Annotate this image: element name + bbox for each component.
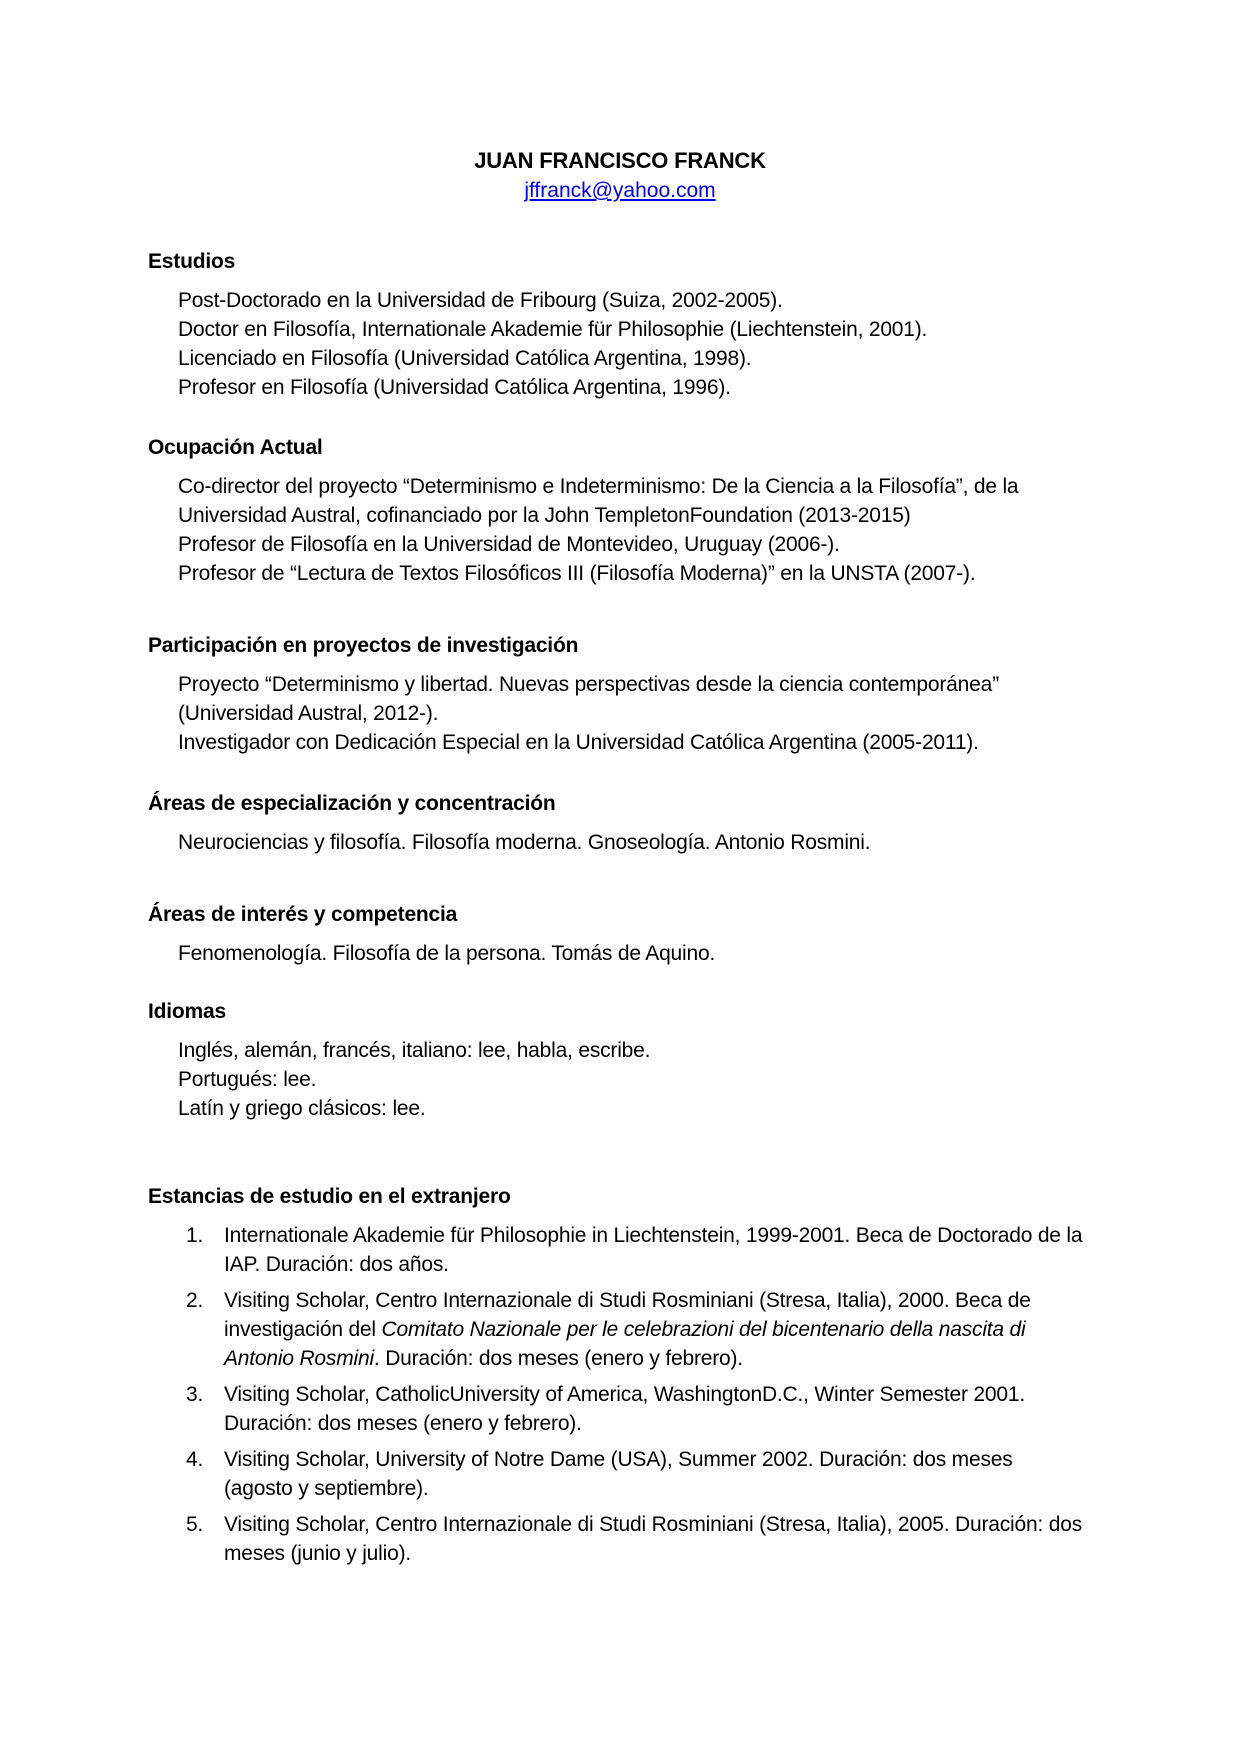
section-title-estudios: Estudios [148,250,236,273]
stays-list [148,1221,1108,1568]
list-item-text: Visiting Scholar, University of Notre Dame (USA), Summer 2002. Duración: dos meses (agosto y septiembre). [224,1448,1013,1500]
list-item-text: Visiting Scholar, Centro Internazionale di Studi Rosminiani (Stresa, Italia), 2005. Duración: dos meses (junio y julio). [224,1513,1083,1565]
text-line: Profesor en Filosofía (Universidad Católica Argentina, 1996). [178,376,731,399]
section-title-ocupacion: Ocupación Actual [148,436,323,459]
list-item-text [224,1289,1031,1370]
text-line: Profesor de “Lectura de Textos Filosóficos III (Filosofía Moderna)” en la UNSTA (2007-). [178,562,976,585]
list-item [148,1510,1084,1568]
list-item-number: 5. [186,1513,204,1536]
section-estudios [148,247,1108,402]
text-line: Portugués: lee. [178,1068,317,1091]
list-item-text-pre: Visiting Scholar, Centro Internazionale di Studi Rosminiani (Stresa, Italia), 2000. Beca de investigación del [224,1289,1031,1341]
text-line: Universidad Austral, cofinanciado por la John TempletonFoundation (2013-2015) [178,504,911,527]
email-link[interactable]: jffranck@yahoo.com [524,179,716,202]
section-body-especializacion [148,828,1108,857]
text-line: Neurociencias y filosofía. Filosofía moderna. Gnoseología. Antonio Rosmini. [178,831,871,854]
section-title-idiomas: Idiomas [148,1000,226,1023]
text-line: Investigador con Dedicación Especial en la Universidad Católica Argentina (2005-2011). [178,731,979,754]
section-interes [148,900,1108,968]
section-body-idiomas [148,1036,1108,1123]
section-title-estancias: Estancias de estudio en el extranjero [148,1185,511,1208]
list-item-number: 2. [186,1289,204,1312]
section-participacion [148,631,1108,757]
list-item [148,1445,1084,1503]
list-item-text: Visiting Scholar, CatholicUniversity of America, WashingtonD.C., Winter Semester 2001. Duración: dos meses (enero y febrero). [224,1383,1025,1435]
section-body-estudios [148,286,1108,402]
text-line: Proyecto “Determinismo y libertad. Nuevas perspectivas desde la ciencia contemporánea” [178,673,999,696]
section-body-interes [148,939,1108,968]
list-item-text: Internationale Akademie für Philosophie in Liechtenstein, 1999-2001. Beca de Doctorado de la IAP. Duración: dos años. [224,1224,1083,1276]
list-item-text-post: . Duración: dos meses (enero y febrero). [373,1347,743,1370]
text-line: Co-director del proyecto “Determinismo e Indeterminismo: De la Ciencia a la Filosofía”, de la [178,475,1019,498]
text-line: Post-Doctorado en la Universidad de Fribourg (Suiza, 2002-2005). [178,289,783,312]
section-title-participacion: Participación en proyectos de investigación [148,634,579,657]
text-line: Profesor de Filosofía en la Universidad de Montevideo, Uruguay (2006-). [178,533,840,556]
text-line: (Universidad Austral, 2012-). [178,702,439,725]
list-item-number: 3. [186,1383,204,1406]
section-especializacion [148,789,1108,857]
section-idiomas [148,997,1108,1123]
cv-header [0,146,1240,206]
list-item [148,1221,1084,1279]
text-line: Fenomenología. Filosofía de la persona. Tomás de Aquino. [178,942,716,965]
section-body-ocupacion [148,472,1108,588]
text-line: Licenciado en Filosofía (Universidad Católica Argentina, 1998). [178,347,752,370]
section-title-interes: Áreas de interés y competencia [148,903,458,926]
author-name: JUAN FRANCISCO FRANCK [474,148,766,173]
section-ocupacion [148,433,1108,588]
list-item-number: 4. [186,1448,204,1471]
list-item-text-italic: Comitato Nazionale per le celebrazioni del bicentenario della nascita di Antonio Rosmini [224,1318,1026,1370]
list-item [148,1286,1084,1373]
text-line: Doctor en Filosofía, Internationale Akademie für Philosophie (Liechtenstein, 2001). [178,318,928,341]
list-item-number: 1. [186,1224,204,1247]
text-line: Inglés, alemán, francés, italiano: lee, habla, escribe. [178,1039,651,1062]
section-estancias [148,1182,1108,1575]
text-line: Latín y griego clásicos: lee. [178,1097,426,1120]
section-title-especializacion: Áreas de especialización y concentración [148,792,556,815]
section-body-participacion [148,670,1108,757]
list-item [148,1380,1084,1438]
